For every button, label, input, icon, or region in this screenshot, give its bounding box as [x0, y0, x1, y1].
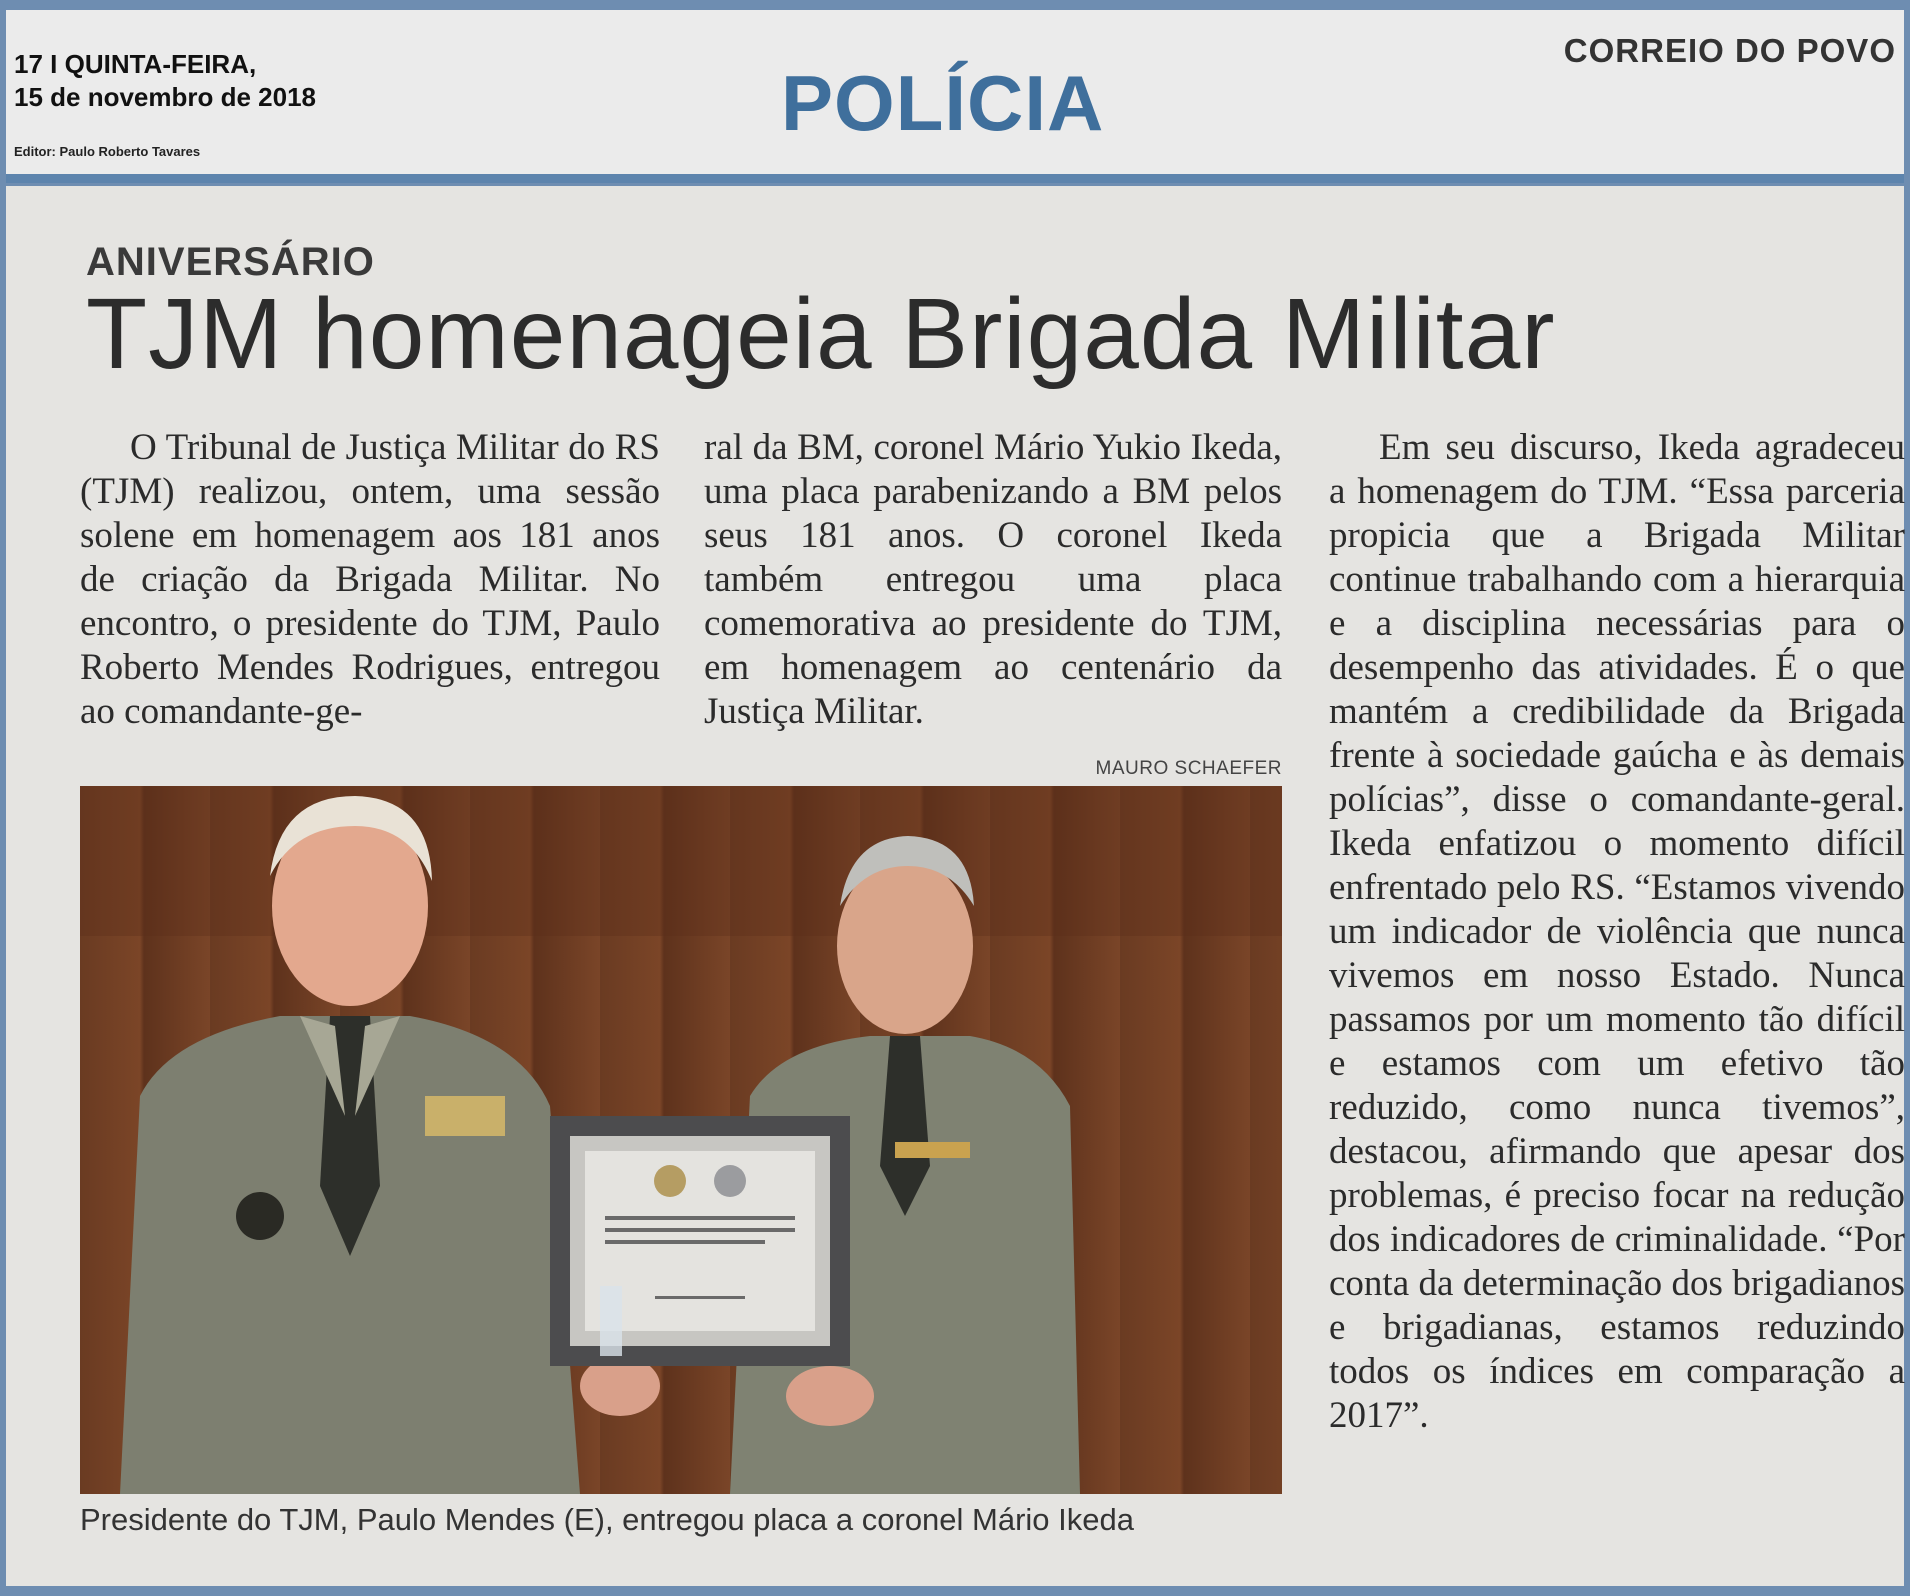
editor-credit: Editor: Paulo Roberto Tavares: [14, 144, 201, 159]
page-date-line1: 17 I QUINTA-FEIRA,: [14, 49, 257, 79]
photo-caption: Presidente do TJM, Paulo Mendes (E), entregou placa a coronel Mário Ikeda: [80, 1502, 1134, 1537]
article-page: [6, 186, 1904, 1586]
photo-illustration: [80, 786, 1282, 1494]
header-divider: [6, 174, 1904, 183]
photo-credit: MAURO SCHAEFER: [1095, 758, 1282, 779]
section-title: POLÍCIA: [781, 59, 1105, 147]
article-kicker: ANIVERSÁRIO: [86, 240, 375, 284]
page-header: [6, 10, 1904, 174]
article-column-3: Em seu discurso, Ikeda agradeceu a homenagem do TJM. “Essa parceria propicia que a Brigada Militar continue trabalhando com a hierarquia e a disciplina necessárias para o desempenho das atividades. É o que mantém a credibilidade da Brigada frente à sociedade gaúcha e às demais polícias”, disse o comandante-geral. Ikeda enfatizou o momento difícil enfrentado pelo RS. “Estamos vivendo um indicador de violência que nunca vivemos em nosso Estado. Nunca passamos por um momento tão difícil e estamos com um efetivo tão reduzido, como nunca tivemos”, destacou, afirmando que apesar dos problemas, é preciso focar na redução dos indicadores de criminalidade. “Por conta da determinação dos brigadianos e brigadianas, estamos reduzindo todos os índices em comparação a 2017”.: [1329, 427, 1905, 1436]
newspaper-name: CORREIO DO POVO: [1563, 32, 1896, 69]
page-date: [14, 48, 316, 114]
article-headline: TJM homenageia Brigada Militar: [86, 278, 1556, 390]
article-column-1: O Tribunal de Justiça Militar do RS (TJM) realizou, ontem, uma sessão solene em homenagem aos 181 anos de criação da Brigada Militar. No encontro, o presidente do TJM, Paulo Roberto Mendes Rodrigues, entregou ao comandante-ge-: [80, 427, 660, 732]
page-date-line2: 15 de novembro de 2018: [14, 82, 317, 112]
article-photo: [80, 786, 1282, 1494]
article-column-2: ral da BM, coronel Mário Yukio Ikeda, uma placa parabenizando a BM pelos seus 181 anos. O coronel Ikeda também entregou uma placa comemorativa ao presidente do TJM, em homenagem ao centenário da Justiça Militar.: [704, 427, 1282, 732]
commemorative-plaque: [550, 1116, 850, 1366]
